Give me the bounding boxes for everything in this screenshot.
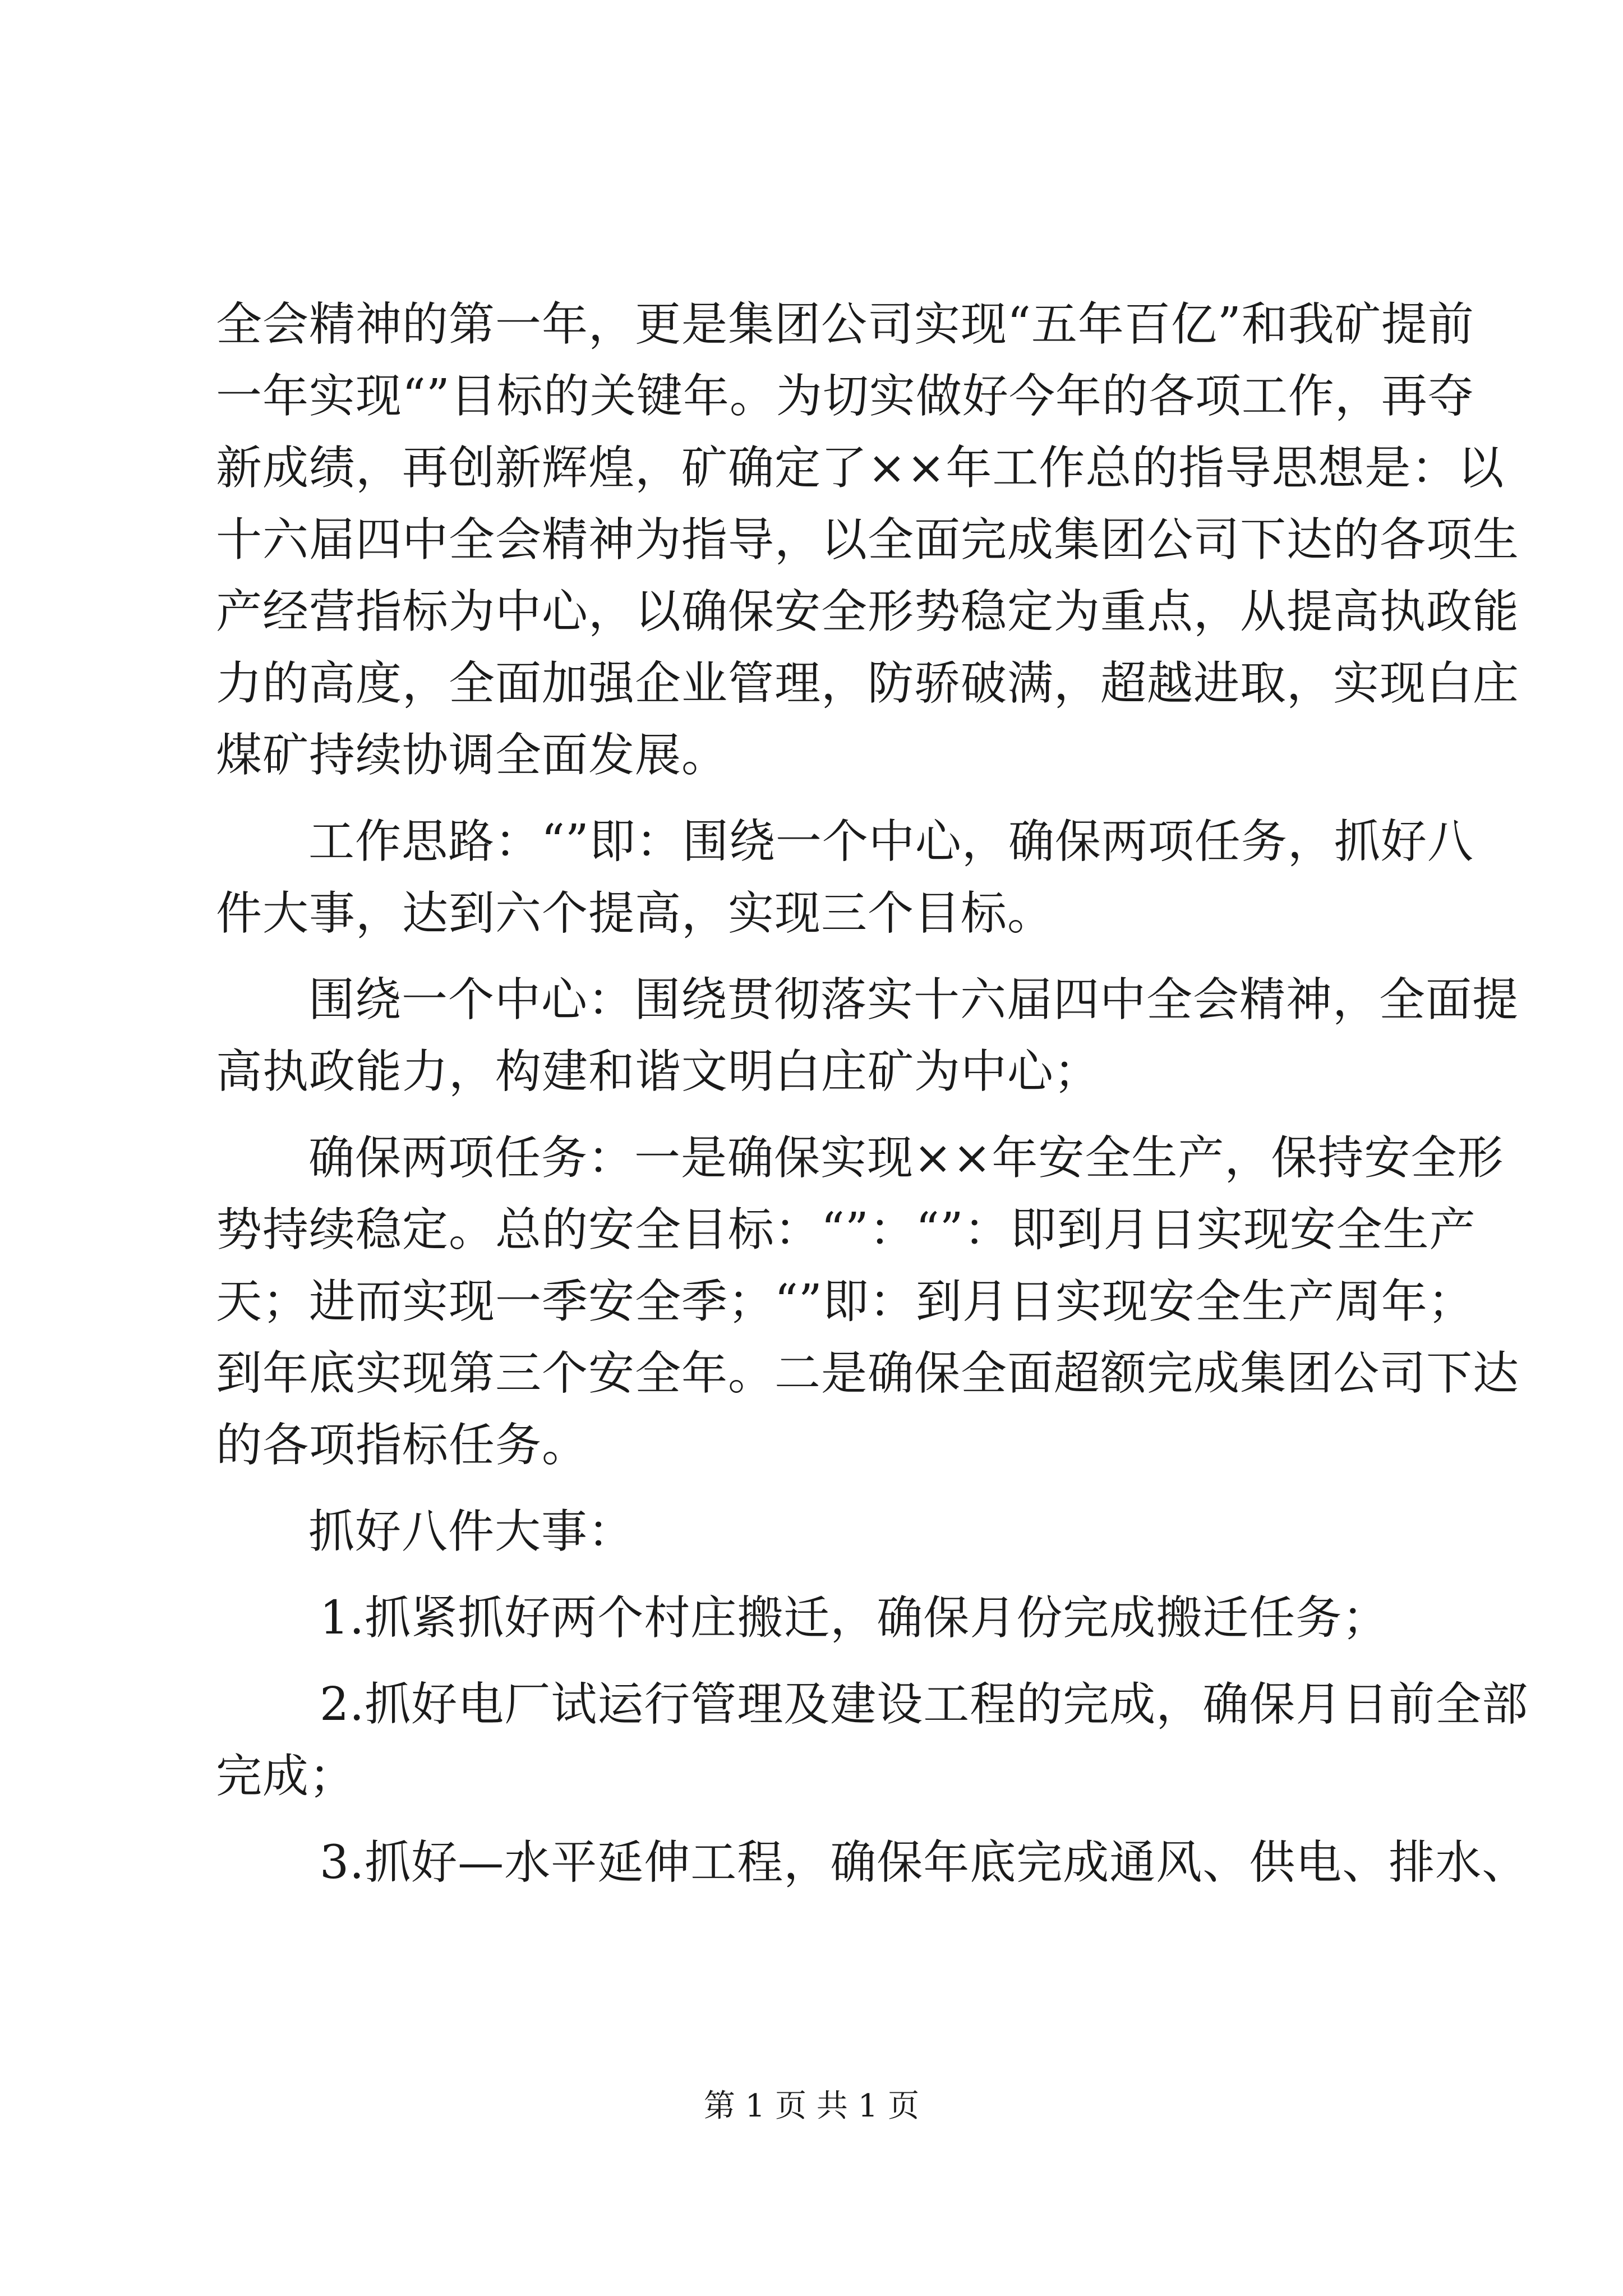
text-line: 十六届四中全会精神为指导，以全面完成集团公司下达的各项生: [216, 513, 1520, 567]
text-line: 全会精神的第一年，更是集团公司实现“五年百亿”和我矿提前: [216, 298, 1474, 351]
text-line: 天；进而实现一季安全季；“”即：到月日实现安全生产周年；: [216, 1275, 1474, 1328]
list-item-2: 2.抓好电厂试运行管理及建设工程的完成，确保月日前全部: [320, 1678, 1529, 1731]
document-body: [216, 289, 1529, 1899]
text-line: 煤矿持续协调全面发展。: [216, 729, 728, 782]
page-number-footer: 第 1 页 共 1 页: [703, 2088, 920, 2124]
text-line: 一年实现“”目标的关键年。为切实做好今年的各项工作，再夺: [216, 370, 1474, 423]
list-item-1: 1.抓紧抓好两个村庄搬迁，确保月份完成搬迁任务；: [320, 1591, 1389, 1645]
text-line: 势持续稳定。总的安全目标：“”：“”：即到月日实现安全生产: [216, 1203, 1476, 1257]
text-line: 产经营指标为中心，以确保安全形势稳定为重点，从提高执政能: [216, 585, 1520, 638]
text-line: 到年底实现第三个安全年。二是确保全面超额完成集团公司下达: [216, 1347, 1520, 1400]
text-line: 力的高度，全面加强企业管理，防骄破满，超越进取，实现白庄: [216, 657, 1520, 710]
text-line: 的各项指标任务。: [216, 1419, 589, 1472]
heading-eight-items: 抓好八件大事：: [308, 1505, 635, 1558]
text-line: 新成绩，再创新辉煌，矿确定了××年工作总的指导思想是：以: [216, 441, 1505, 495]
list-item-3: 3.抓好—水平延伸工程，确保年底完成通风、供电、排水、: [320, 1836, 1529, 1889]
text-line: 完成；: [216, 1750, 356, 1803]
text-line: 件大事，达到六个提高，实现三个目标。: [216, 887, 1054, 940]
paragraph-one-center: 围绕一个中心：围绕贯彻落实十六届四中全会精神，全面提: [308, 973, 1519, 1027]
paragraph-work-approach: 工作思路：“”即：围绕一个中心，确保两项任务，抓好八: [308, 815, 1474, 868]
paragraph-two-tasks: 确保两项任务：一是确保实现××年安全生产，保持安全形: [308, 1131, 1504, 1185]
text-line: 高执政能力，构建和谐文明白庄矿为中心；: [216, 1045, 1101, 1098]
